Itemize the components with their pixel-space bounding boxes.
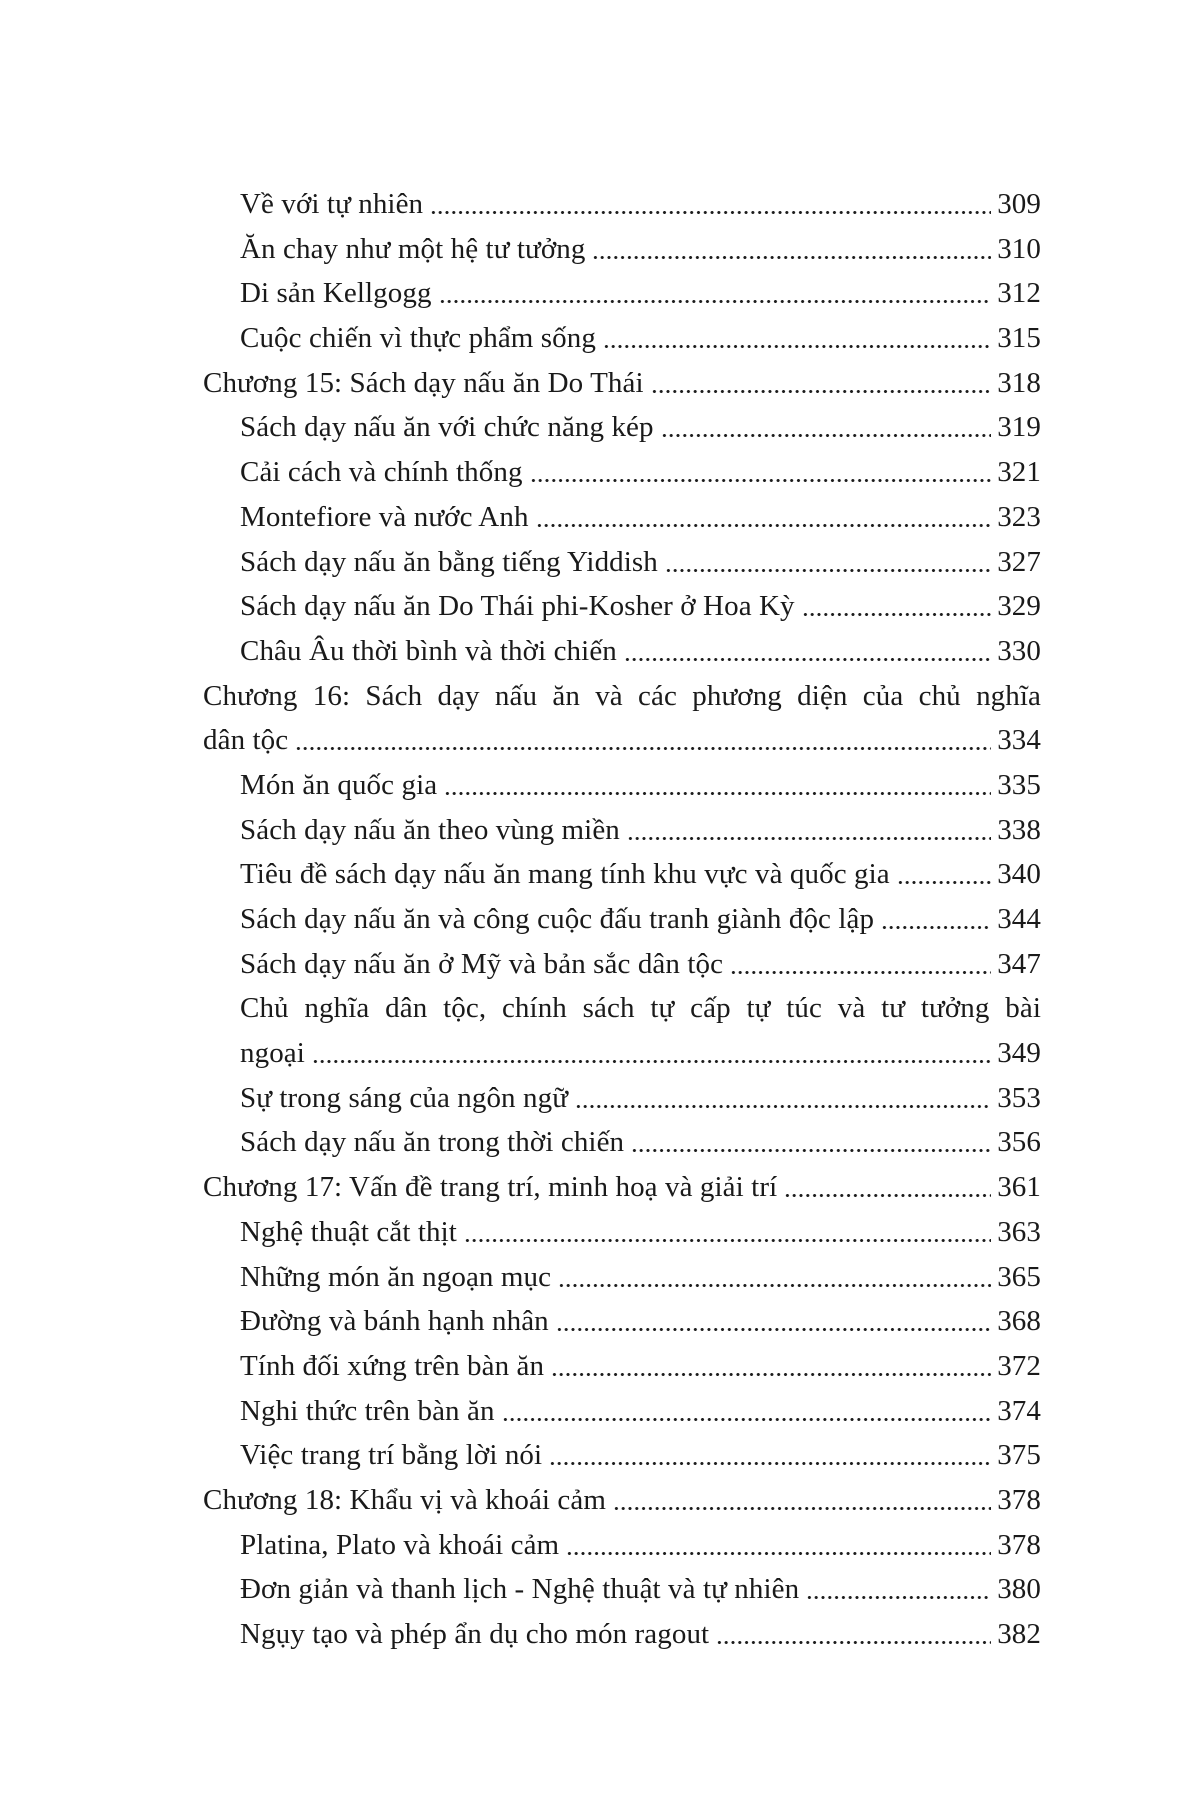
toc-entry-title: Di sản Kellgogg bbox=[240, 277, 432, 310]
toc-entry bbox=[203, 808, 1041, 853]
table-of-contents bbox=[203, 182, 1041, 1657]
toc-entry-page: 310 bbox=[997, 232, 1041, 265]
toc-entry-title: Cải cách và chính thống bbox=[240, 456, 523, 489]
toc-entry-title: Sách dạy nấu ăn với chức năng kép bbox=[240, 411, 654, 444]
dot-leader bbox=[312, 1031, 991, 1076]
toc-entry-page: 338 bbox=[997, 813, 1041, 846]
toc-entry-title: Về với tự nhiên bbox=[240, 188, 424, 220]
toc-entry-page: 368 bbox=[997, 1305, 1041, 1338]
dot-leader bbox=[558, 1255, 991, 1300]
toc-entry-page: 315 bbox=[997, 322, 1041, 355]
dot-leader bbox=[631, 1120, 991, 1165]
toc-entry-title: Sự trong sáng của ngôn ngữ bbox=[240, 1081, 569, 1114]
dot-leader bbox=[536, 495, 992, 540]
toc-entry-page: 334 bbox=[997, 724, 1041, 757]
toc-entry-page: 340 bbox=[997, 858, 1041, 891]
toc-entry-title: Sách dạy nấu ăn và công cuộc đấu tranh giành độc lập bbox=[240, 903, 875, 935]
toc-entry-title: Châu Âu thời bình và thời chiến bbox=[240, 634, 617, 667]
toc-entry-page: 361 bbox=[997, 1171, 1041, 1204]
toc-entry-title: ngoại bbox=[240, 1037, 305, 1070]
toc-entry bbox=[203, 450, 1041, 495]
toc-entry-page: 378 bbox=[997, 1528, 1041, 1561]
toc-entry-title: Tính đối xứng trên bàn ăn bbox=[240, 1349, 545, 1382]
toc-entry-title: Chủ nghĩa dân tộc, chính sách tự cấp tự túc và tư tưởng bài bbox=[240, 992, 1041, 1025]
toc-entry bbox=[203, 1523, 1041, 1568]
toc-entry-page: 309 bbox=[997, 188, 1041, 220]
toc-entry bbox=[203, 1433, 1041, 1478]
toc-entry bbox=[203, 361, 1041, 406]
dot-leader bbox=[603, 316, 991, 361]
toc-entry-page: 344 bbox=[997, 903, 1041, 935]
toc-entry bbox=[203, 316, 1041, 361]
toc-entry-page: 363 bbox=[997, 1215, 1041, 1248]
toc-entry bbox=[203, 897, 1041, 942]
toc-entry-title: Chương 15: Sách dạy nấu ăn Do Thái bbox=[203, 366, 644, 399]
dot-leader bbox=[575, 1076, 991, 1121]
toc-entry-title: Chương 16: Sách dạy nấu ăn và các phương diện của chủ nghĩa bbox=[203, 679, 1041, 712]
toc-entry-title: Nghệ thuật cắt thịt bbox=[240, 1215, 457, 1248]
toc-entry bbox=[203, 405, 1041, 450]
toc-entry bbox=[203, 1165, 1041, 1210]
toc-entry-title: Đơn giản và thanh lịch - Nghệ thuật và tự nhiên bbox=[240, 1573, 800, 1606]
toc-entry bbox=[203, 1031, 1041, 1076]
toc-entry-title: Cuộc chiến vì thực phẩm sống bbox=[240, 322, 596, 355]
toc-entry bbox=[203, 1076, 1041, 1121]
toc-entry-title: Ăn chay như một hệ tư tưởng bbox=[240, 232, 586, 265]
toc-entry-title: Sách dạy nấu ăn theo vùng miền bbox=[240, 813, 620, 846]
dot-leader bbox=[502, 1389, 992, 1434]
dot-leader bbox=[592, 227, 991, 272]
dot-leader bbox=[665, 540, 991, 585]
dot-leader bbox=[716, 1612, 991, 1657]
toc-entry bbox=[203, 718, 1041, 763]
toc-entry-page: 335 bbox=[997, 768, 1041, 801]
toc-entry-title: Nghi thức trên bàn ăn bbox=[240, 1394, 495, 1427]
dot-leader bbox=[464, 1210, 991, 1255]
toc-entry bbox=[203, 852, 1041, 897]
toc-entry-page: 329 bbox=[997, 590, 1041, 623]
toc-entry-page: 375 bbox=[997, 1439, 1041, 1472]
toc-entry-title: Sách dạy nấu ăn bằng tiếng Yiddish bbox=[240, 545, 658, 578]
toc-entry-page: 323 bbox=[997, 500, 1041, 533]
dot-leader bbox=[802, 584, 992, 629]
toc-entry bbox=[203, 584, 1041, 629]
toc-entry bbox=[203, 1567, 1041, 1612]
toc-entry bbox=[203, 1299, 1041, 1344]
dot-leader bbox=[549, 1433, 991, 1478]
toc-entry bbox=[203, 1478, 1041, 1523]
dot-leader bbox=[613, 1478, 991, 1523]
toc-entry bbox=[203, 942, 1041, 987]
toc-entry-title: Sách dạy nấu ăn ở Mỹ và bản sắc dân tộc bbox=[240, 947, 724, 980]
toc-entry-page: 374 bbox=[997, 1394, 1041, 1427]
toc-entry-page: 378 bbox=[997, 1483, 1041, 1516]
toc-entry-title: Chương 18: Khẩu vị và khoái cảm bbox=[203, 1483, 607, 1516]
toc-entry-title: Món ăn quốc gia bbox=[240, 768, 438, 801]
toc-entry bbox=[203, 629, 1041, 674]
toc-entry-page: 372 bbox=[997, 1349, 1041, 1382]
toc-entry bbox=[203, 182, 1041, 227]
toc-entry bbox=[203, 271, 1041, 316]
toc-entry-title: Ngụy tạo và phép ẩn dụ cho món ragout bbox=[240, 1618, 710, 1650]
dot-leader bbox=[806, 1567, 991, 1612]
toc-entry-page: 330 bbox=[997, 634, 1041, 667]
toc-entry bbox=[203, 986, 1041, 1031]
dot-leader bbox=[784, 1165, 991, 1210]
toc-entry-page: 382 bbox=[997, 1618, 1041, 1650]
toc-entry-title: Montefiore và nước Anh bbox=[240, 500, 529, 533]
dot-leader bbox=[530, 450, 992, 495]
dot-leader bbox=[551, 1344, 991, 1389]
toc-entry bbox=[203, 1210, 1041, 1255]
toc-entry bbox=[203, 674, 1041, 719]
toc-entry-page: 318 bbox=[997, 366, 1041, 399]
toc-entry bbox=[203, 227, 1041, 272]
dot-leader bbox=[556, 1299, 991, 1344]
dot-leader bbox=[881, 897, 991, 942]
toc-entry bbox=[203, 540, 1041, 585]
dot-leader bbox=[661, 405, 992, 450]
toc-entry-title: Chương 17: Vấn đề trang trí, minh hoạ và giải trí bbox=[203, 1171, 778, 1204]
toc-entry-page: 347 bbox=[997, 947, 1041, 980]
toc-entry-title: Tiêu đề sách dạy nấu ăn mang tính khu vực và quốc gia bbox=[240, 858, 890, 891]
toc-entry-page: 380 bbox=[997, 1573, 1041, 1606]
toc-entry-page: 365 bbox=[997, 1260, 1041, 1293]
dot-leader bbox=[295, 718, 991, 763]
toc-entry-title: Việc trang trí bằng lời nói bbox=[240, 1439, 543, 1472]
toc-entry-title: dân tộc bbox=[203, 724, 289, 757]
toc-entry bbox=[203, 1255, 1041, 1300]
toc-entry-page: 321 bbox=[997, 456, 1041, 489]
toc-entry bbox=[203, 1120, 1041, 1165]
toc-entry bbox=[203, 763, 1041, 808]
dot-leader bbox=[897, 852, 991, 897]
toc-entry-page: 353 bbox=[997, 1081, 1041, 1114]
toc-entry-page: 356 bbox=[997, 1126, 1041, 1159]
toc-entry-page: 327 bbox=[997, 545, 1041, 578]
toc-entry-page: 312 bbox=[997, 277, 1041, 310]
dot-leader bbox=[430, 182, 991, 227]
toc-entry bbox=[203, 1344, 1041, 1389]
dot-leader bbox=[444, 763, 991, 808]
toc-entry-title: Đường và bánh hạnh nhân bbox=[240, 1305, 549, 1338]
dot-leader bbox=[627, 808, 991, 853]
toc-entry-page: 319 bbox=[997, 411, 1041, 444]
toc-entry bbox=[203, 1612, 1041, 1657]
dot-leader bbox=[439, 271, 992, 316]
toc-entry-page: 349 bbox=[997, 1037, 1041, 1070]
dot-leader bbox=[624, 629, 991, 674]
toc-entry-title: Sách dạy nấu ăn trong thời chiến bbox=[240, 1126, 625, 1159]
toc-entry bbox=[203, 1389, 1041, 1434]
toc-entry-title: Platina, Plato và khoái cảm bbox=[240, 1528, 560, 1561]
toc-entry-title: Sách dạy nấu ăn Do Thái phi-Kosher ở Hoa Kỳ bbox=[240, 590, 795, 623]
toc-entry-title: Những món ăn ngoạn mục bbox=[240, 1260, 552, 1293]
dot-leader bbox=[651, 361, 992, 406]
dot-leader bbox=[566, 1523, 991, 1568]
dot-leader bbox=[730, 942, 991, 987]
toc-entry bbox=[203, 495, 1041, 540]
